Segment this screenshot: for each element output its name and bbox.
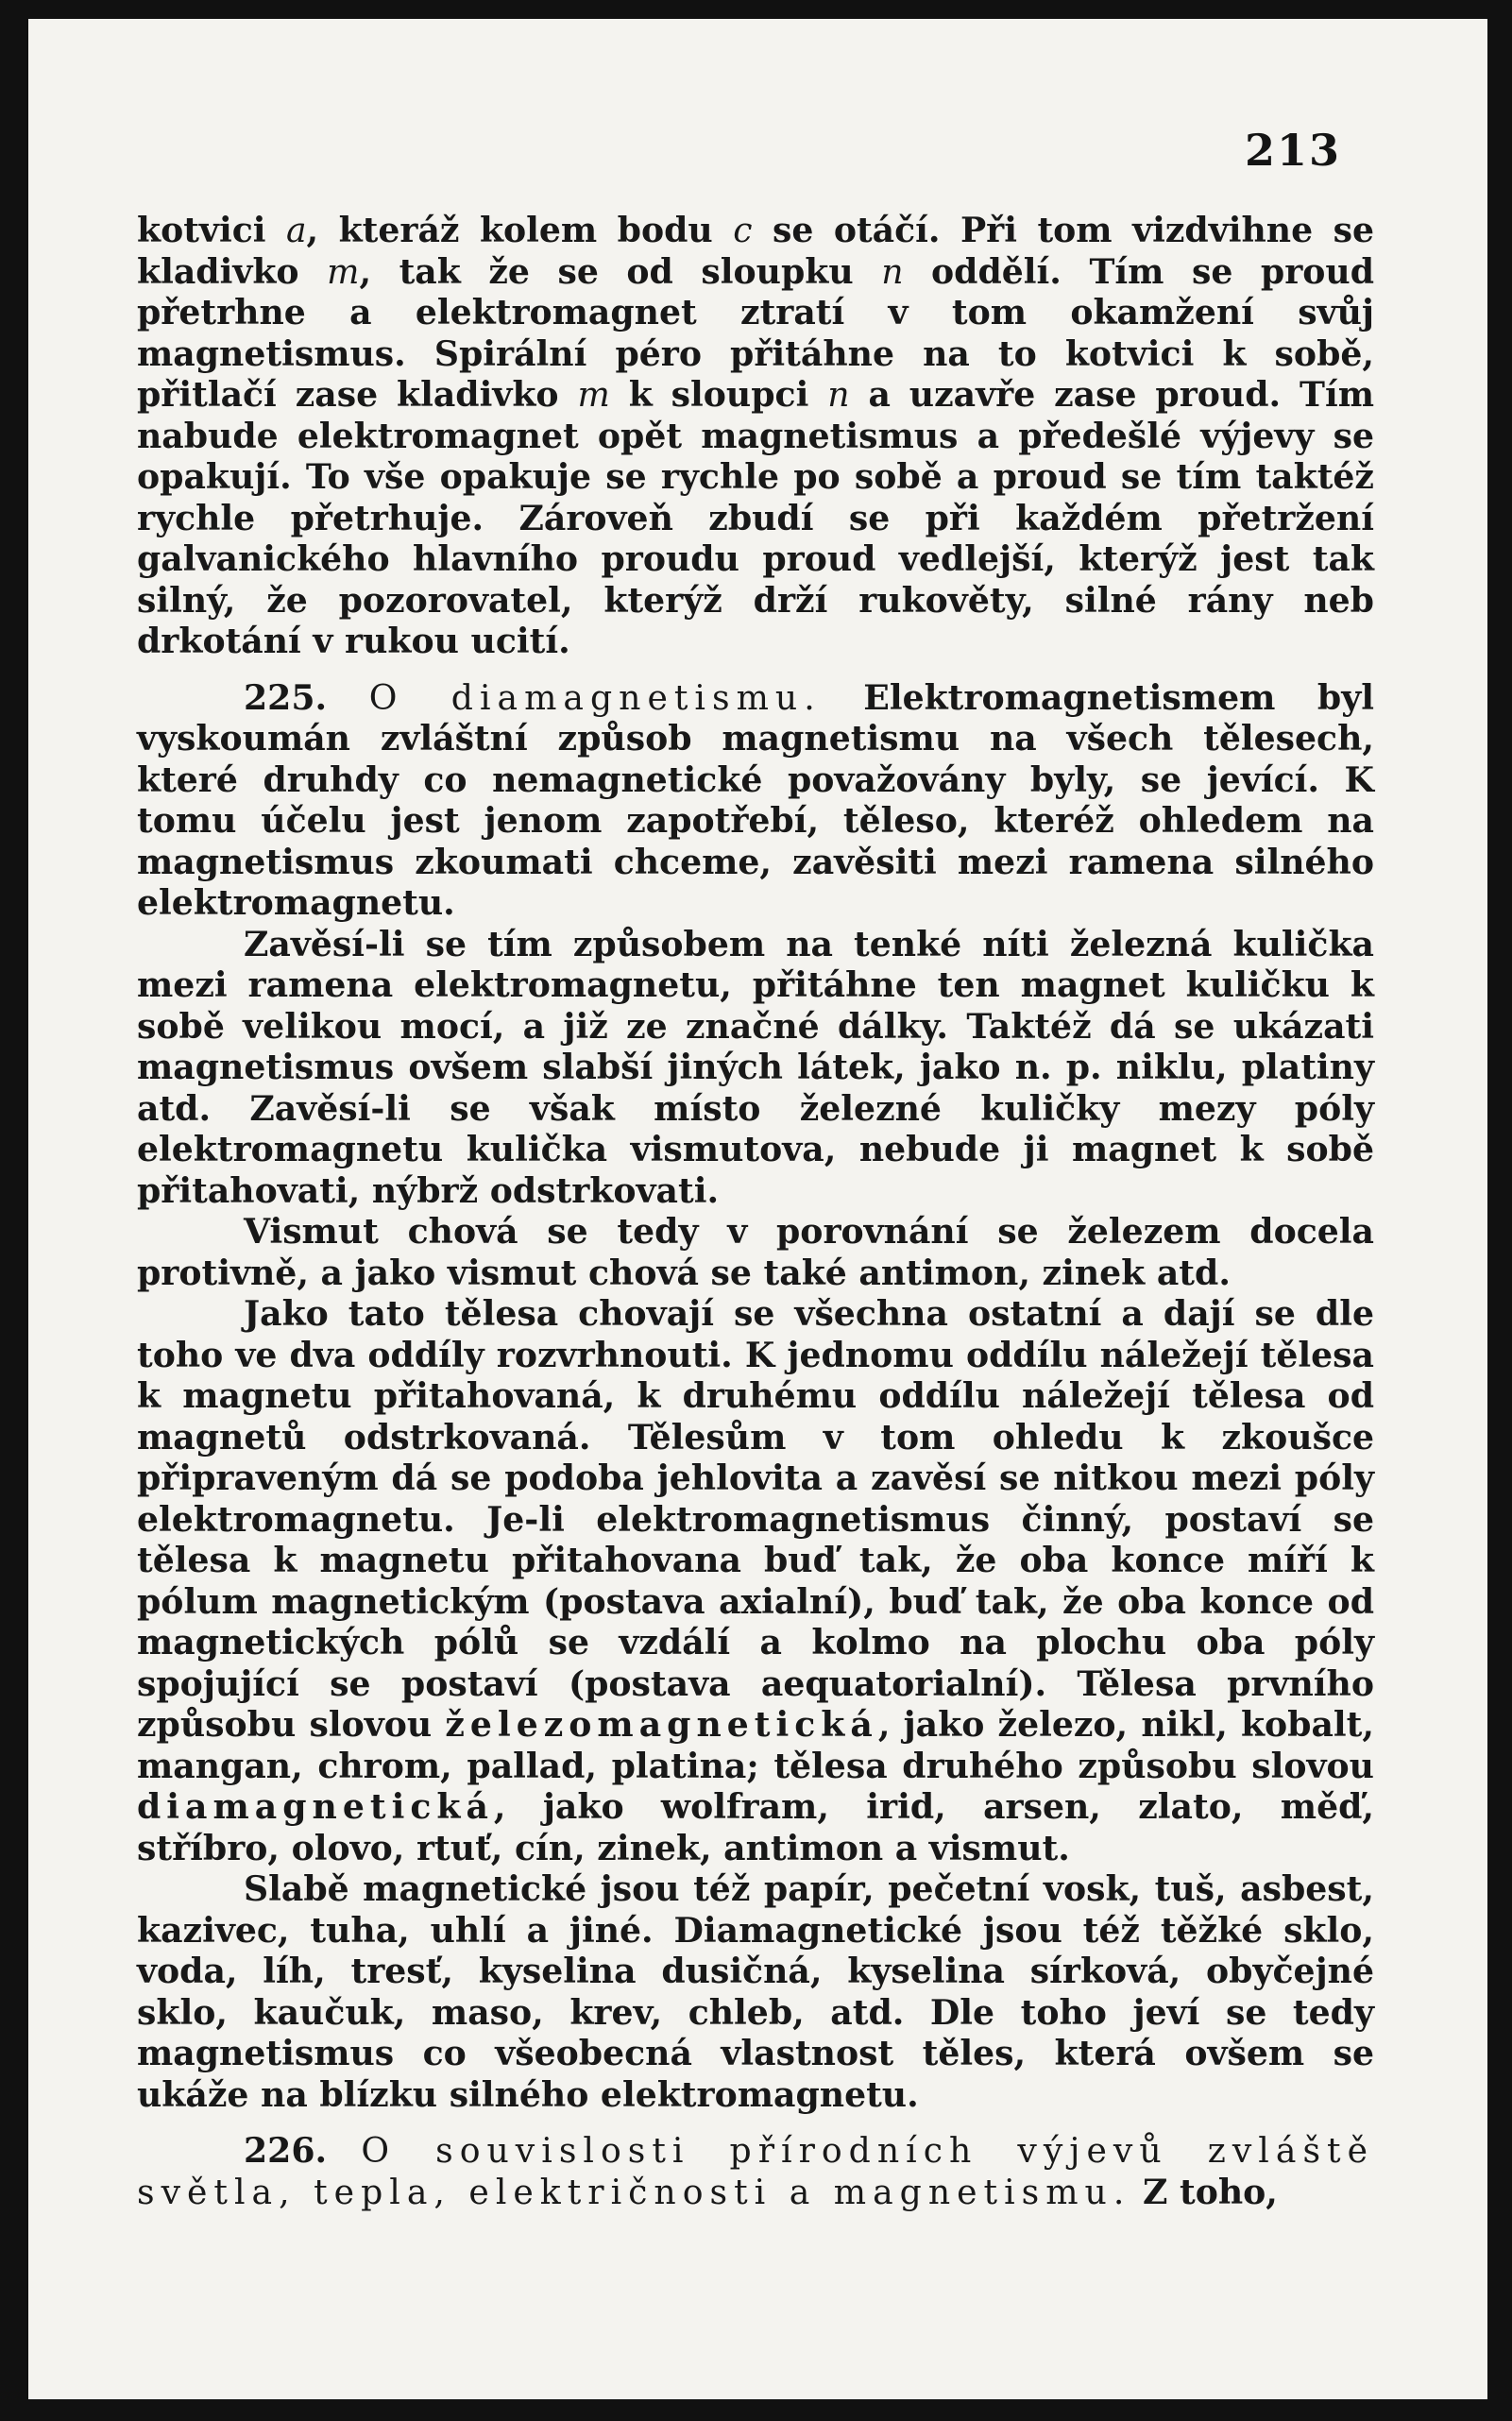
book-page [28,19,1487,2399]
section-226 [137,2130,1374,2212]
variable-n: n [827,374,850,415]
section-text: Elektromagnetismem byl vyskoumán zvláštní způsob magnetismu na všech tělesech, které druhdy co nemagnetické považovány byly, se jevící. K tomu účelu jest jenom zapotřebí, těleso, kteréž ohledem na magnetismus zkoumati chceme, zavěsiti mezi ramena silného elektromagnetu. [137,676,1375,923]
section-title: O diamagnetismu. [368,676,822,718]
paragraph-jako [137,1293,1374,1868]
term-ferromagnetic: železomagnetická [445,1704,878,1745]
paragraph-slabe: Slabě magnetické jsou též papír, pečetní vosk, tuš, asbest, kazivec, tuha, uhlí a jiné. Diamagnetické jsou též těžké sklo, voda, líh, tresť, kyselina dusičná, kyselina sírková, obyčejné sklo, kaučuk, maso, krev, chleb, atd. Dle toho jeví se tedy magnetismus co všeobecná vlastnost těles, která ovšem se ukáže na blízku silného elektromagnetu. [137,1868,1374,2115]
text-run: Jako tato tělesa chovají se všechna ostatní a dají se dle toho ve dva oddíly rozvrhnouti. K jednomu oddílu náležejí tělesa k magnetu přitahovaná, k druhému oddílu náležejí tělesa od magnetů odstrkovaná. Tělesům v tom ohledu k zkoušce připraveným dá se podoba jehlovita a zavěsí se nitkou mezi póly elektromagnetu. Je-li elektromagnetismus činný, postaví se tělesa k magnetu přitahovana buď tak, že oba konce míří k pólum magnetickým (postava axialní), buď tak, že oba konce od magnetických pólů se vzdálí a kolmo na plochu oba póly spojující se postaví (postava aequatorialní). Tělesa prvního způsobu slovou [137,1293,1374,1745]
term-diamagnetic: diamagnetická [137,1786,494,1827]
variable-m: m [327,250,360,292]
text-run: kotvici [137,210,286,250]
section-225 [137,677,1374,924]
text-run: , jako wolfram, irid, arsen, zlato, měď, stříbro, olovo, rtuť, cín, zinek, antimon a vismut. [137,1786,1374,1868]
paragraph-zavesi: Zavěsí-li se tím způsobem na tenké níti železná kulička mezi ramena elektromagnetu, přitáhne ten magnet kuličku k sobě velikou mocí, a již ze značné dálky. Taktéž dá se ukázati magnetismus ovšem slabší jiných látek, jako n. p. niklu, platiny atd. Zavěsí-li se však místo železné kuličky mezy póly elektromagnetu kulička vismutova, nebude ji magnet k sobě přitahovati, nýbrž odstrkovati. [137,923,1374,1211]
text-run: , jako železo, nikl, kobalt, mangan, chrom, pallad, platina; tělesa druhého způsobu slovou [137,1704,1374,1786]
section-number: 226. [244,2130,328,2171]
text-run: oddělí. Tím se proud přetrhne a elektromagnet ztratí v tom okamžení svůj magnetismus. Spirální péro přitáhne na to kotvici k sobě, přitlačí zase kladivko [137,250,1375,415]
page-body [137,210,1374,2212]
section-title: O souvislosti přírodních výjevů zvláště světla, tepla, električnosti a magnetismu. [137,2130,1374,2212]
text-run: , tak že se od sloupku [359,250,882,292]
variable-c: c [733,210,753,250]
variable-m: m [577,374,610,415]
text-run: k sloupci [609,374,828,415]
section-number: 225. [244,676,328,718]
text-run: se otáčí. Při tom vizdvihne se kladivko [137,210,1374,292]
text-run: a uzavře zase proud. Tím nabude elektromagnet opět magnetismus a předešlé výjevy se opakují. To vše opakuje se rychle po sobě a proud se tím taktéž rychle přetrhuje. Zároveň zbudí se při každém přetržení galvanického hlavního proudu proud vedlejší, kterýž jest tak silný, že pozorovatel, kterýž drží rukověty, silné rány neb drkotání v rukou ucití. [137,374,1374,661]
variable-a: a [285,210,307,250]
section-text: Z toho, [1130,2171,1278,2212]
paragraph-continuation [137,210,1374,662]
text-run: , kteráž kolem bodu [306,210,734,250]
paragraph-vismut: Vismut chová se tedy v porovnání se železem docela protivně, a jako vismut chová se také antimon, zinek atd. [137,1211,1374,1293]
page-number: 213 [1244,125,1341,176]
variable-n: n [881,250,904,292]
